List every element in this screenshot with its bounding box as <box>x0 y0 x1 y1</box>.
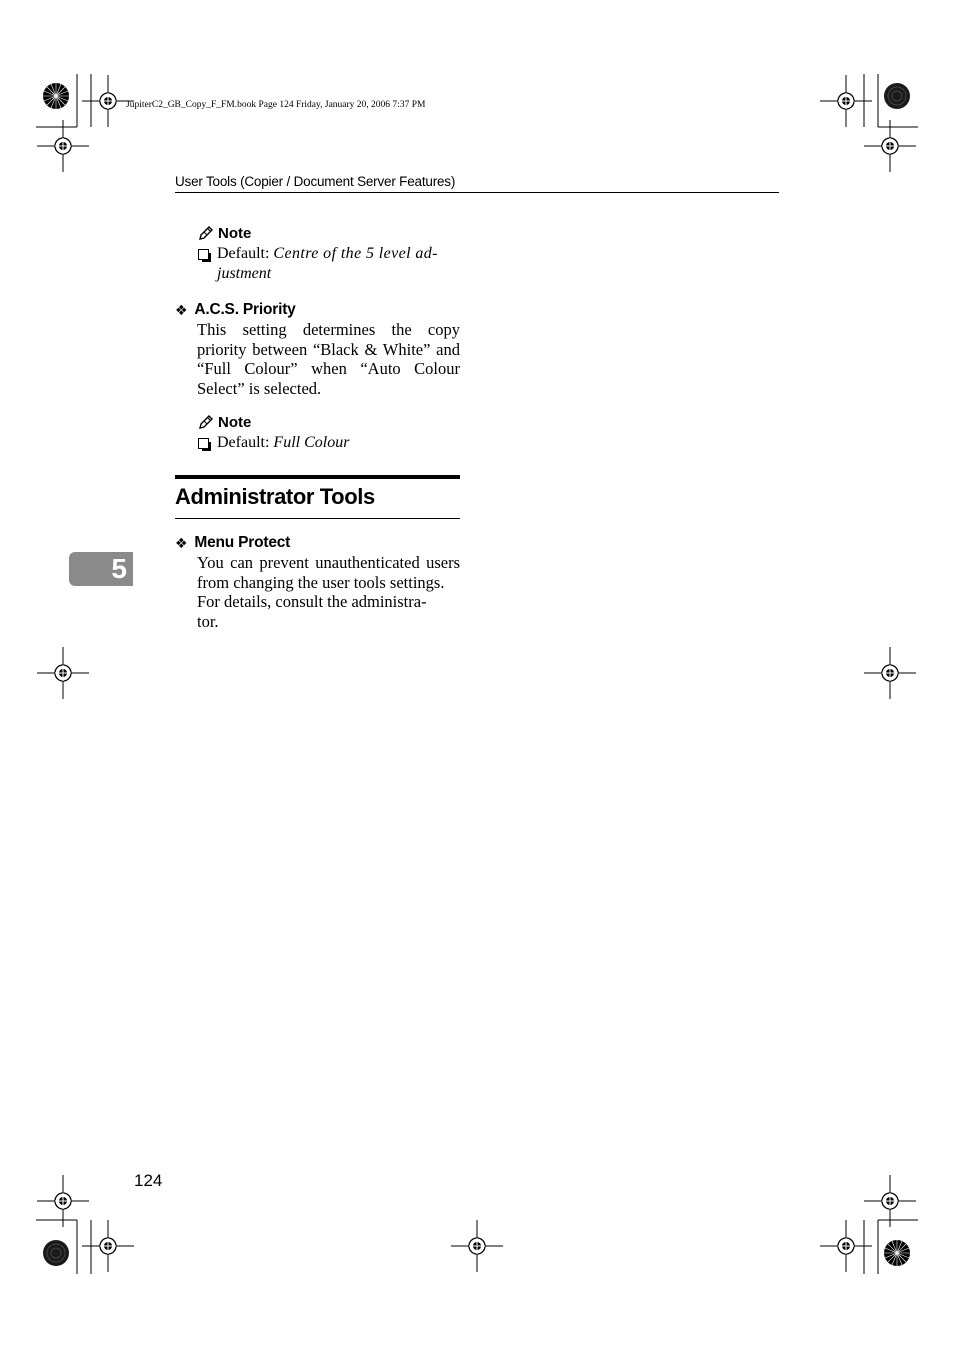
note-default-text <box>217 244 438 284</box>
section-rule-top <box>175 475 460 479</box>
diamond-bullet-icon: ❖ <box>175 534 188 551</box>
default-value-cont: justment <box>217 265 272 282</box>
note-heading <box>197 224 460 242</box>
item-body: You can prevent unauthenticated users from changing the user tools settings. <box>197 553 460 592</box>
item-heading <box>175 534 460 552</box>
diamond-bullet-icon: ❖ <box>175 301 188 318</box>
note-default-item <box>197 244 460 284</box>
note-heading <box>197 413 460 431</box>
note-title: Note <box>218 224 252 242</box>
note-default-text <box>217 433 349 453</box>
default-label: Default: <box>217 434 270 451</box>
section-title: Administrator Tools <box>175 484 375 509</box>
pencil-icon <box>197 224 215 242</box>
print-info: JupiterC2_GB_Copy_F_FM.book Page 124 Friday, January 20, 2006 7:37 PM <box>126 100 426 110</box>
checkbox-bullet-icon <box>198 249 209 260</box>
details-line-2: tor. <box>197 611 219 631</box>
note-title: Note <box>218 413 252 431</box>
pencil-icon <box>197 413 215 431</box>
item-body: This setting determines the copy priority between “Black & White” and “Full Colour” when “Auto Colour Select” is selected. <box>197 320 460 398</box>
note-block-1 <box>197 224 460 284</box>
details-line-1: For details, consult the administra- <box>197 592 427 612</box>
header-rule <box>175 192 779 193</box>
acs-priority-item <box>175 301 460 398</box>
note-block-2 <box>197 413 460 453</box>
item-title: A.C.S. Priority <box>194 301 296 318</box>
page-number: 124 <box>134 1171 163 1190</box>
item-title: Menu Protect <box>194 534 291 551</box>
item-body-details <box>197 592 460 631</box>
note-default-item <box>197 433 460 453</box>
item-heading <box>175 301 460 319</box>
chapter-tab <box>69 552 133 586</box>
chapter-number: 5 <box>111 553 127 584</box>
default-value: Full Colour <box>273 434 350 451</box>
menu-protect-item <box>175 534 460 631</box>
default-value: Centre of the 5 level ad- <box>273 245 438 262</box>
checkbox-bullet-icon <box>198 438 209 449</box>
default-label: Default: <box>217 245 270 262</box>
running-header: User Tools (Copier / Document Server Features) <box>175 174 456 189</box>
section-rule-bottom <box>175 518 460 519</box>
